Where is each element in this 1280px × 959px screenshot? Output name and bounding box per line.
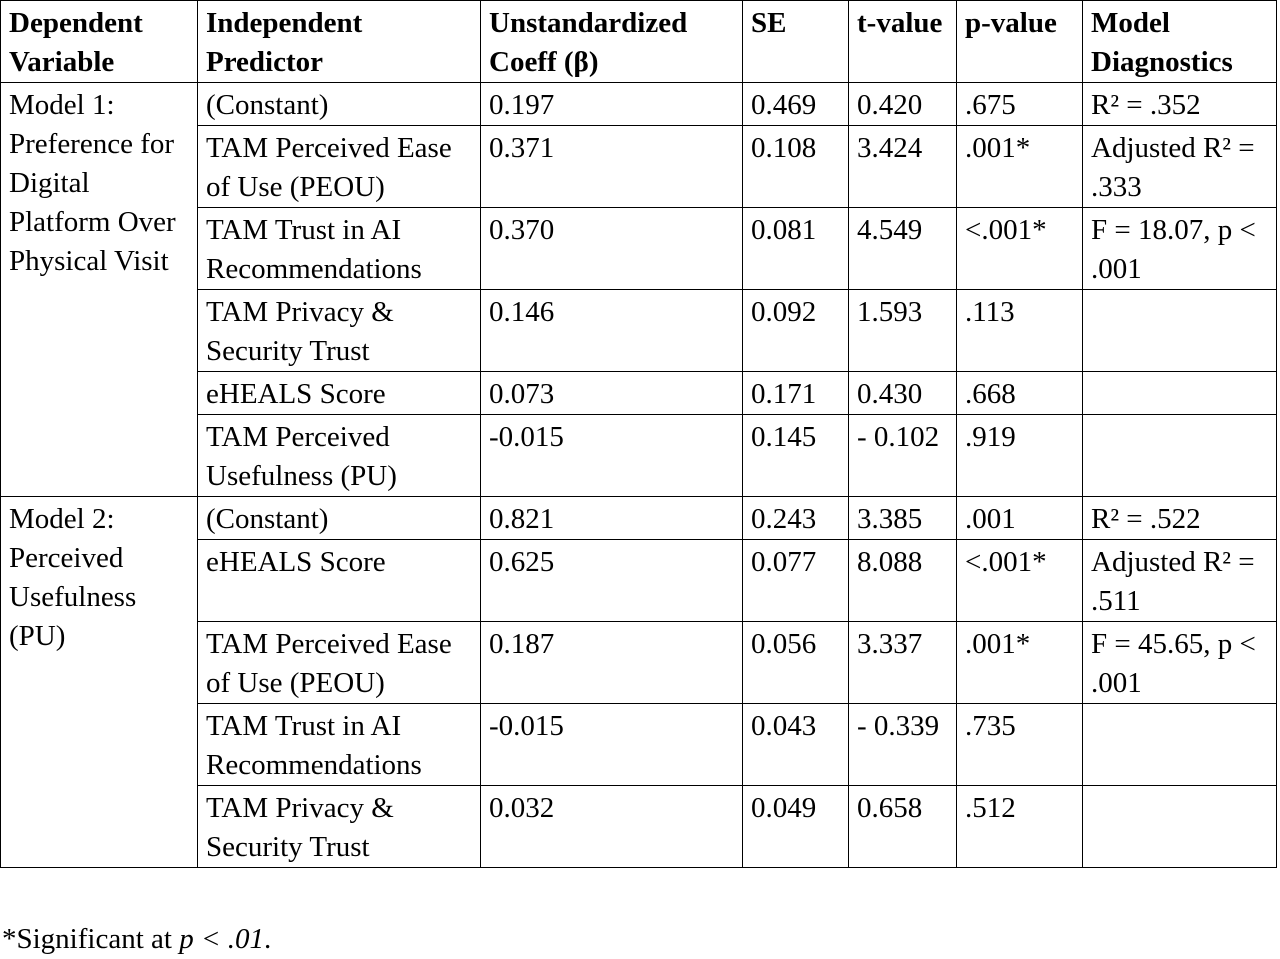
diagnostics-cell: R² = .522 [1083, 497, 1277, 540]
coeff-cell: -0.015 [481, 704, 743, 786]
predictor-cell: TAM Privacy & Security Trust [198, 786, 481, 868]
diagnostics-cell [1083, 704, 1277, 786]
t-value-cell: 8.088 [849, 540, 957, 622]
t-value-cell: 4.549 [849, 208, 957, 290]
se-cell: 0.081 [743, 208, 849, 290]
t-value-cell: 0.430 [849, 372, 957, 415]
coeff-cell: 0.073 [481, 372, 743, 415]
p-value-cell: .668 [957, 372, 1083, 415]
diagnostics-cell [1083, 415, 1277, 497]
footnote-prefix: *Significant at [2, 923, 180, 955]
table-row [1, 83, 1277, 126]
coeff-cell: 0.370 [481, 208, 743, 290]
predictor-cell: TAM Trust in AI Recommendations [198, 704, 481, 786]
se-cell: 0.469 [743, 83, 849, 126]
t-value-cell: 0.420 [849, 83, 957, 126]
t-value-cell: - 0.102 [849, 415, 957, 497]
se-cell: 0.077 [743, 540, 849, 622]
se-cell: 0.049 [743, 786, 849, 868]
coeff-cell: 0.371 [481, 126, 743, 208]
p-value-cell: .001 [957, 497, 1083, 540]
header-model-diagnostics: Model Diagnostics [1083, 1, 1277, 83]
t-value-cell: 1.593 [849, 290, 957, 372]
diagnostics-cell: Adjusted R² = .333 [1083, 126, 1277, 208]
se-cell: 0.108 [743, 126, 849, 208]
predictor-cell: TAM Perceived Ease of Use (PEOU) [198, 622, 481, 704]
coeff-cell: 0.821 [481, 497, 743, 540]
se-cell: 0.056 [743, 622, 849, 704]
t-value-cell: 3.385 [849, 497, 957, 540]
predictor-cell: TAM Privacy & Security Trust [198, 290, 481, 372]
diagnostics-cell: F = 45.65, p < .001 [1083, 622, 1277, 704]
table-body [1, 83, 1277, 868]
header-dependent-variable: Dependent Variable [1, 1, 198, 83]
p-value-cell: .675 [957, 83, 1083, 126]
se-cell: 0.171 [743, 372, 849, 415]
header-independent-predictor: Independent Predictor [198, 1, 481, 83]
header-unstandardized-coeff: Unstandardized Coeff (β) [481, 1, 743, 83]
predictor-cell: TAM Perceived Usefulness (PU) [198, 415, 481, 497]
diagnostics-cell: R² = .352 [1083, 83, 1277, 126]
p-value-cell: .919 [957, 415, 1083, 497]
footnote-math: p < .01 [179, 923, 265, 955]
t-value-cell: 0.658 [849, 786, 957, 868]
diagnostics-cell: Adjusted R² = .511 [1083, 540, 1277, 622]
predictor-cell: eHEALS Score [198, 540, 481, 622]
p-value-cell: .001* [957, 126, 1083, 208]
predictor-cell: TAM Perceived Ease of Use (PEOU) [198, 126, 481, 208]
coeff-cell: 0.032 [481, 786, 743, 868]
se-cell: 0.043 [743, 704, 849, 786]
coeff-cell: 0.197 [481, 83, 743, 126]
coeff-cell: -0.015 [481, 415, 743, 497]
diagnostics-cell: F = 18.07, p < .001 [1083, 208, 1277, 290]
p-value-cell: <.001* [957, 540, 1083, 622]
t-value-cell: 3.337 [849, 622, 957, 704]
predictor-cell: eHEALS Score [198, 372, 481, 415]
footnote-suffix: . [264, 923, 272, 955]
p-value-cell: .113 [957, 290, 1083, 372]
header-row [1, 1, 1277, 83]
predictor-cell: TAM Trust in AI Recommendations [198, 208, 481, 290]
se-cell: 0.243 [743, 497, 849, 540]
footnote [2, 920, 271, 959]
header-p-value: p-value [957, 1, 1083, 83]
diagnostics-cell [1083, 786, 1277, 868]
diagnostics-cell [1083, 290, 1277, 372]
dependent-variable-cell: Model 2: Perceived Usefulness (PU) [1, 497, 198, 868]
coeff-cell: 0.146 [481, 290, 743, 372]
diagnostics-cell [1083, 372, 1277, 415]
table-row [1, 497, 1277, 540]
p-value-cell: <.001* [957, 208, 1083, 290]
coeff-cell: 0.187 [481, 622, 743, 704]
t-value-cell: - 0.339 [849, 704, 957, 786]
se-cell: 0.145 [743, 415, 849, 497]
predictor-cell: (Constant) [198, 497, 481, 540]
se-cell: 0.092 [743, 290, 849, 372]
t-value-cell: 3.424 [849, 126, 957, 208]
predictor-cell: (Constant) [198, 83, 481, 126]
coeff-cell: 0.625 [481, 540, 743, 622]
dependent-variable-cell: Model 1: Preference for Digital Platform Over Physical Visit [1, 83, 198, 497]
header-se: SE [743, 1, 849, 83]
p-value-cell: .735 [957, 704, 1083, 786]
p-value-cell: .001* [957, 622, 1083, 704]
header-t-value: t-value [849, 1, 957, 83]
p-value-cell: .512 [957, 786, 1083, 868]
